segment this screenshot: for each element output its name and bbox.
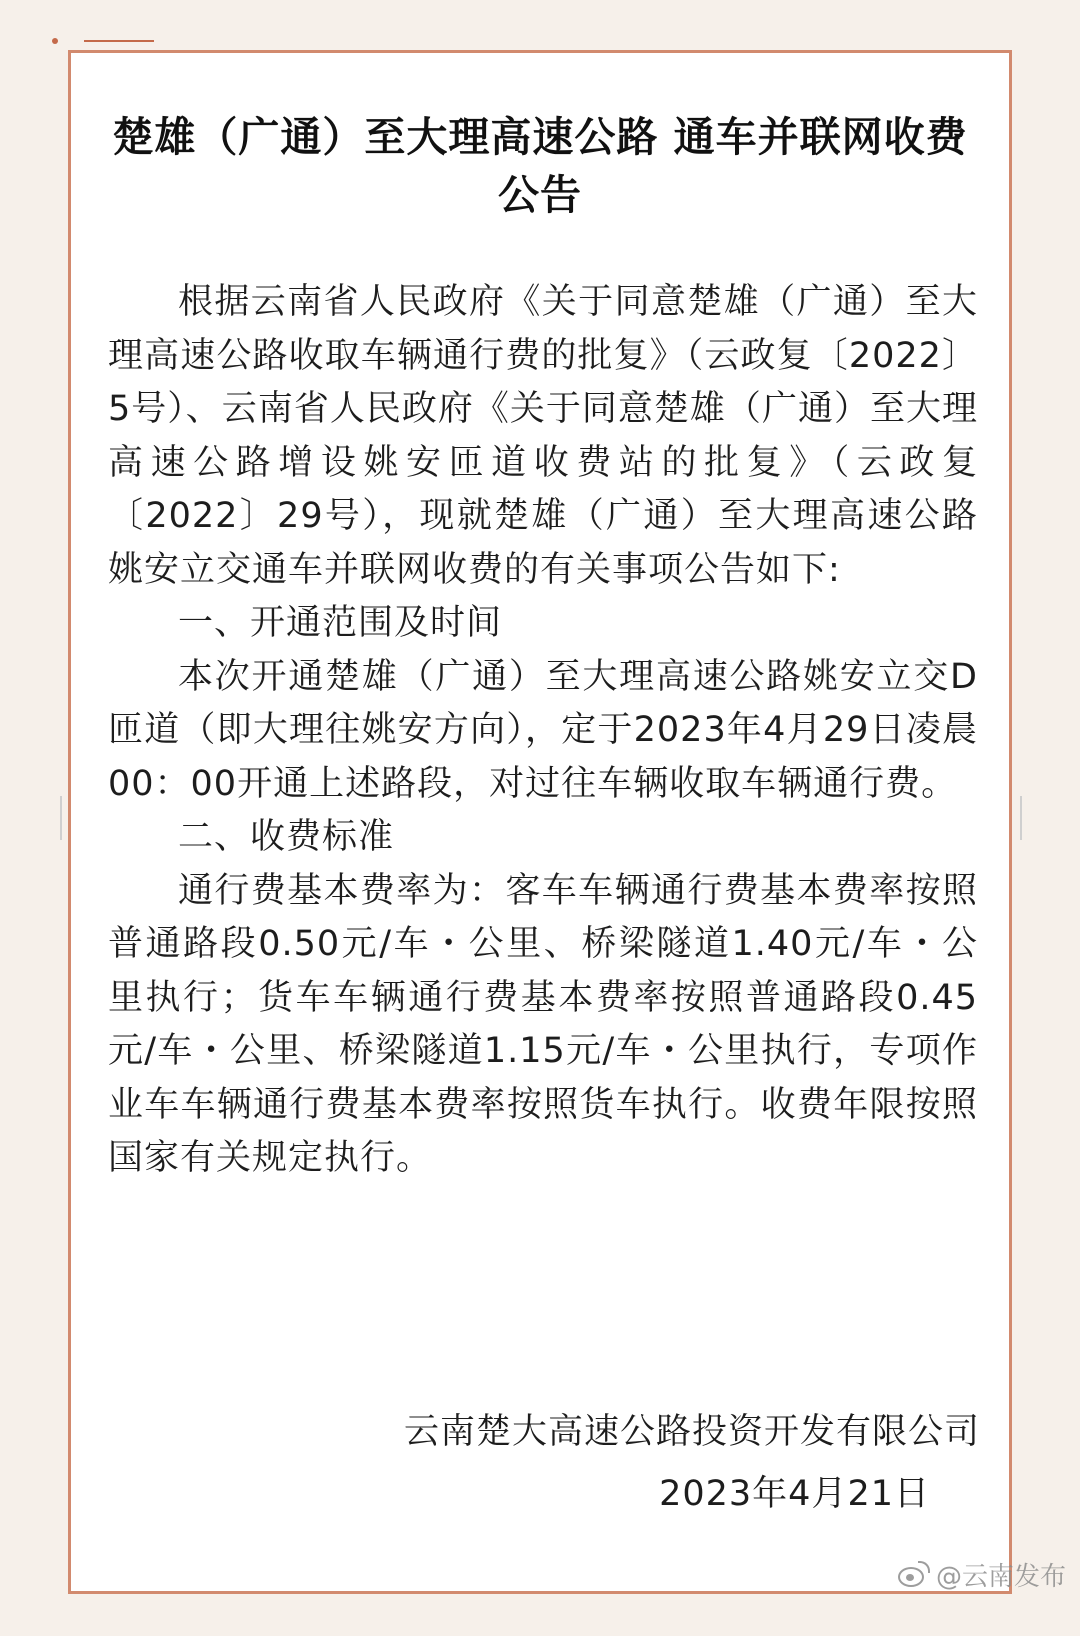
body-paragraph-scope: 本次开通楚雄（广通）至大理高速公路姚安立交D匝道（即大理往姚安方向），定于2023年4月29日凌晨00：00开通上述路段，对过往车辆收取车辆通行费。 — [108, 656, 978, 804]
decorative-line — [84, 40, 154, 42]
section-heading-scope: 一、开通范围及时间 — [178, 603, 503, 643]
side-mark-left — [60, 796, 62, 840]
body-paragraph-intro: 根据云南省人民政府《关于同意楚雄（广通）至大理高速公路收取车辆通行费的批复》（云政复〔2022〕5号）、云南省人民政府《关于同意楚雄（广通）至大理高速公路增设姚安匝道收费站的批复》（云政复〔2022〕29号），现就楚雄（广通）至大理高速公路姚安立交通车并联网收费的有关事项公告如下: — [108, 282, 978, 590]
body-paragraph-fees: 通行费基本费率为：客车车辆通行费基本费率按照普通路段0.50元/车・公里、桥梁隧道1.40元/车・公里执行；货车车辆通行费基本费率按照普通路段0.45元/车・公里、桥梁隧道1.15元/车・公里执行，专项作业车车辆通行费基本费率按照货车执行。收费年限按照国家有关规定执行。 — [108, 870, 978, 1178]
notice-body — [108, 276, 978, 1186]
weibo-watermark — [896, 1556, 1066, 1593]
section-heading-fees: 二、收费标准 — [178, 817, 395, 857]
side-mark-right — [1020, 796, 1022, 840]
notice-title: 楚雄（广通）至大理高速公路 通车并联网收费公告 — [112, 113, 968, 219]
decorative-dot — [52, 38, 58, 44]
weibo-icon — [896, 1561, 930, 1589]
signature-organization: 云南楚大高速公路投资开发有限公司 — [403, 1412, 980, 1452]
watermark-text: @云南发布 — [935, 1562, 1066, 1592]
signature-date: 2023年4月21日 — [659, 1474, 930, 1514]
